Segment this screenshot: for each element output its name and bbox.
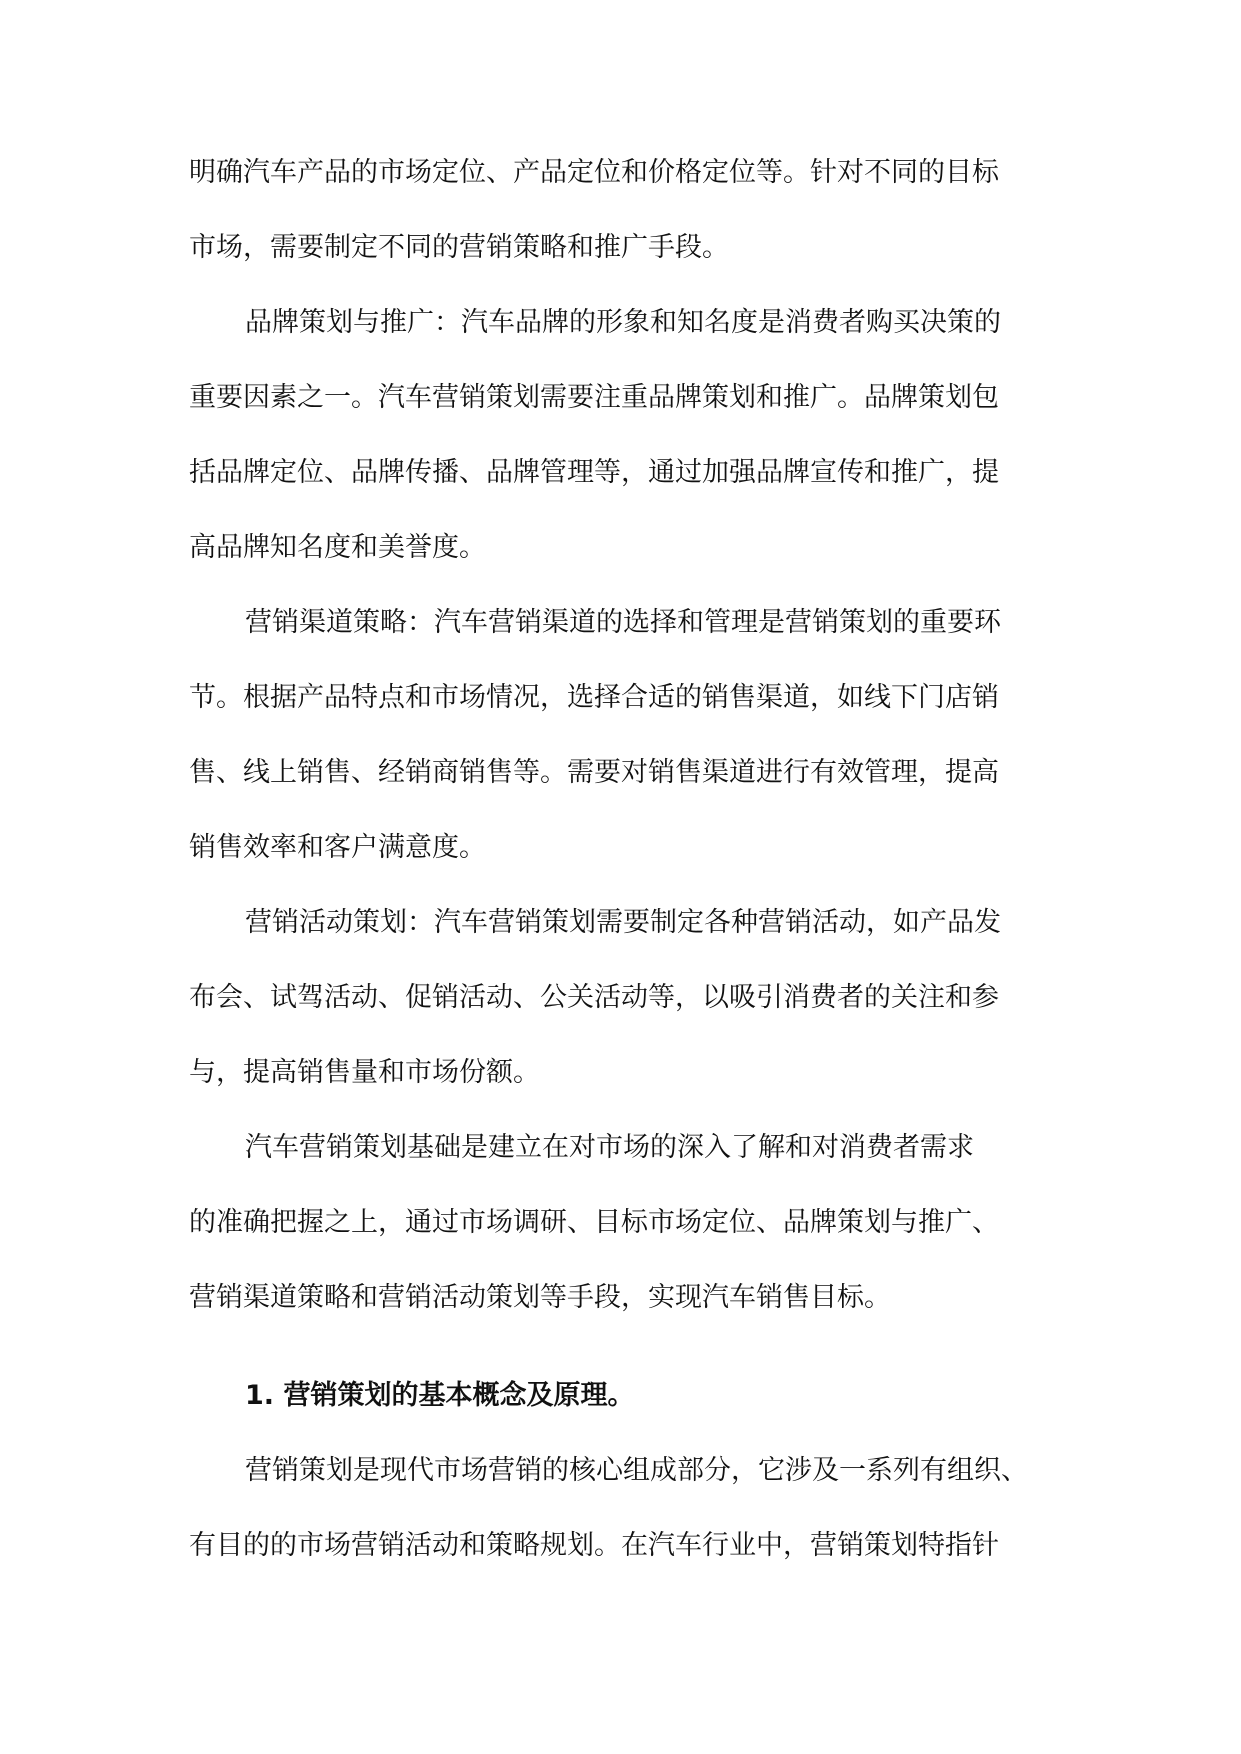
paragraph-target-market (189, 135, 1049, 285)
text-line: 营销渠道策略和营销活动策划等手段，实现汽车销售目标。 (189, 1282, 891, 1313)
text-line: 品牌策划与推广：汽车品牌的形象和知名度是消费者购买决策的 (245, 307, 1001, 338)
text-line: 市场，需要制定不同的营销策略和推广手段。 (189, 232, 729, 263)
text-line: 重要因素之一。汽车营销策划需要注重品牌策划和推广。品牌策划包 (189, 382, 999, 413)
text-line: 节。根据产品特点和市场情况，选择合适的销售渠道，如线下门店销 (189, 682, 999, 713)
text-line: 营销渠道策略：汽车营销渠道的选择和管理是营销策划的重要环 (245, 607, 1001, 638)
text-line: 括品牌定位、品牌传播、品牌管理等，通过加强品牌宣传和推广，提 (189, 457, 999, 488)
paragraph-summary (189, 1110, 1049, 1335)
text-line: 与，提高销售量和市场份额。 (189, 1057, 540, 1088)
text-line: 营销活动策划：汽车营销策划需要制定各种营销活动，如产品发 (245, 907, 1001, 938)
text-line: 营销策划是现代市场营销的核心组成部分，它涉及一系列有组织、 (245, 1455, 1028, 1486)
text-line: 布会、试驾活动、促销活动、公关活动等，以吸引消费者的关注和参 (189, 982, 999, 1013)
text-line: 有目的的市场营销活动和策略规划。在汽车行业中，营销策划特指针 (189, 1530, 999, 1561)
document-body (189, 135, 1049, 1583)
text-line: 高品牌知名度和美誉度。 (189, 532, 486, 563)
paragraph-brand-planning (189, 285, 1049, 585)
text-line: 的准确把握之上，通过市场调研、目标市场定位、品牌策划与推广、 (189, 1207, 999, 1238)
text-line: 销售效率和客户满意度。 (189, 832, 486, 863)
text-line: 汽车营销策划基础是建立在对市场的深入了解和对消费者需求 (245, 1132, 974, 1163)
paragraph-channel-strategy (189, 585, 1049, 885)
section-heading: 1. 营销策划的基本概念及原理。 (245, 1380, 635, 1411)
text-line: 售、线上销售、经销商销售等。需要对销售渠道进行有效管理，提高 (189, 757, 999, 788)
paragraph-marketing-concept (189, 1433, 1049, 1583)
paragraph-activity-planning (189, 885, 1049, 1110)
text-line: 明确汽车产品的市场定位、产品定位和价格定位等。针对不同的目标 (189, 157, 999, 188)
